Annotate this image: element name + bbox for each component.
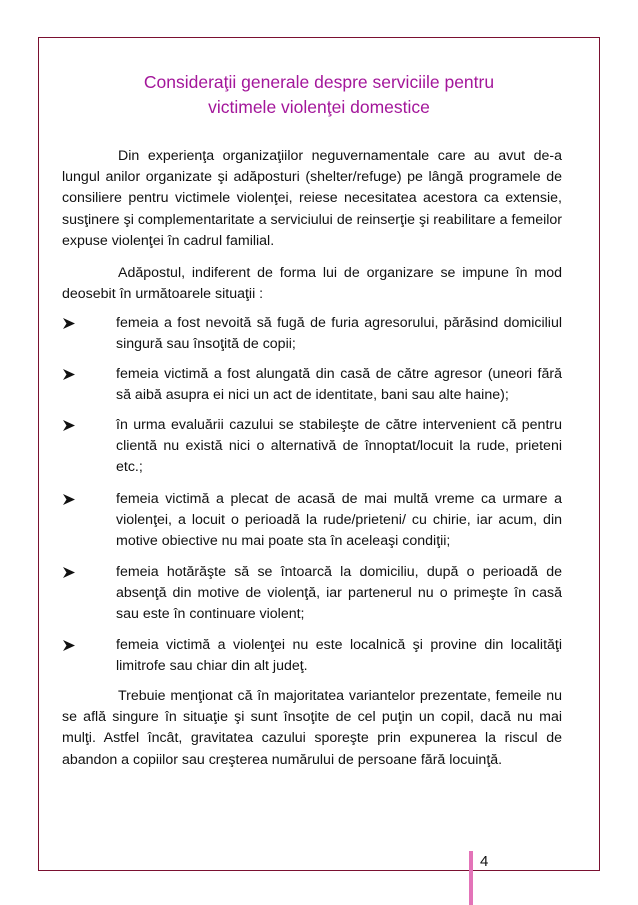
arrowhead-bullet-icon (62, 364, 76, 385)
title-line-2: victimele violenţei domestice (208, 97, 430, 117)
list-item-text: în urma evaluării cazului se stabileşte de către intervenient că pentru clientă nu există nici o alternativă de înnoptat/locuit la rude, prieteni etc.; (116, 417, 562, 476)
list-item-text: femeia a fost nevoită să fugă de furia agresorului, părăsind domiciliul singură sau însoţită de copii; (116, 315, 562, 353)
page-number-bar (469, 851, 473, 905)
arrowhead-bullet-icon (62, 313, 76, 334)
list-item-text: femeia victimă a plecat de acasă de mai multă vreme ca urmare a violenţei, a locuit o perioadă la rude/prieteni/ cu chirie, iar acum, din motive obiective nu mai poate sta în aceleaşi condiţii; (116, 491, 562, 550)
arrowhead-bullet-icon (62, 635, 76, 656)
page-number: 4 (480, 853, 489, 870)
title-line-1: Consideraţii generale despre serviciile pentru (143, 72, 495, 92)
paragraph-situations: Adăpostul, indiferent de forma lui de organizare se impune în mod deosebit în următoarele situaţii : (62, 265, 562, 303)
page-title (0, 70, 638, 120)
list-item-text: femeia victimă a violenţei nu este localnică şi provine din localităţi limitrofe sau chiar din alt judeţ. (116, 637, 562, 675)
list-item-text: femeia hotărăşte să se întoarcă la domiciliu, după o perioadă de absenţă din motive de violenţă, iar partenerul nu o primeşte în casă sau este în continuare violent; (116, 564, 562, 623)
paragraph-intro: Din experienţa organizaţiilor neguvernamentale care au avut de-a lungul anilor organizate şi adăposturi (shelter/refuge) pe lângă programele de consiliere pentru victimele violenţei, reiese necesitatea acestora ca extensie, susţinere şi complementaritate a serviciului de reinserţie şi reabilitare a femeilor expuse violenţei în cadrul familial. (62, 148, 562, 249)
arrowhead-bullet-icon (62, 562, 76, 583)
arrowhead-bullet-icon (62, 489, 76, 510)
list-item-text: femeia victimă a fost alungată din casă de către agresor (uneori fără să aibă asupra ei nici un act de identitate, bani sau alte haine); (116, 366, 562, 404)
paragraph-conclusion: Trebuie menţionat că în majoritatea variantelor prezentate, femeile nu se află singure în situaţie şi sunt însoţite de cel puţin un copil, dacă nu mai mulţi. Astfel încât, gravitatea cazului sporeşte prin expunerea la riscul de abandon a copiilor sau creşterea numărului de persoane fără locuinţă. (62, 688, 562, 768)
arrowhead-bullet-icon (62, 415, 76, 436)
